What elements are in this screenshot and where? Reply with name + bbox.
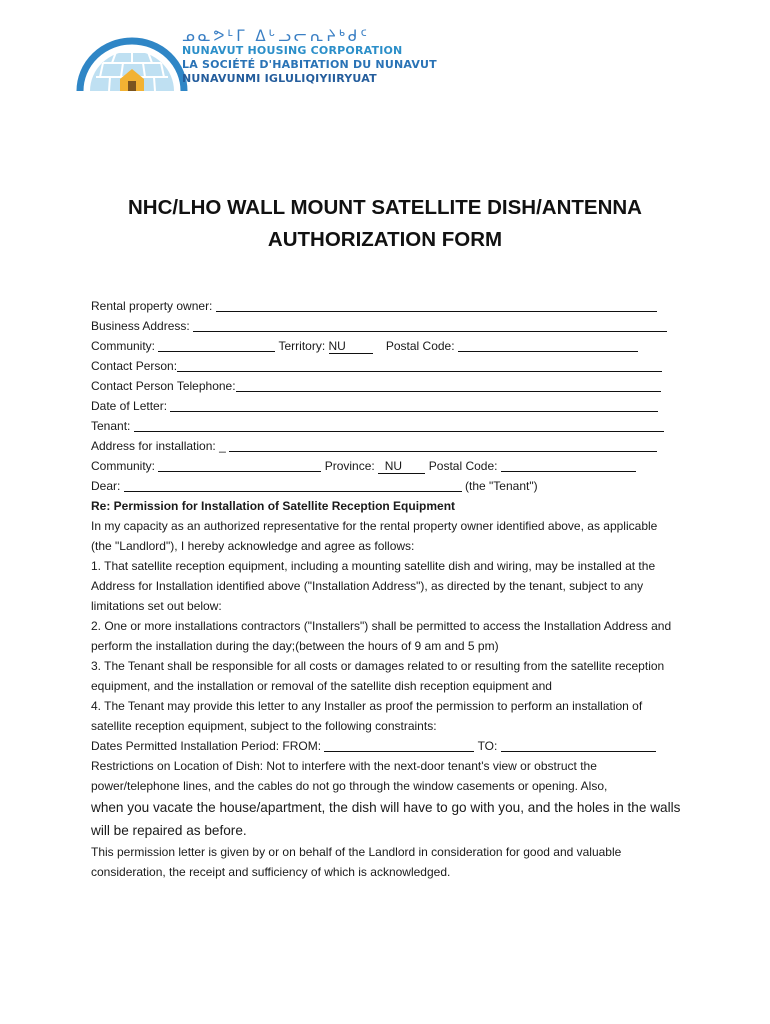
tenant-field[interactable] [134,418,664,432]
territory-label: Territory: [278,339,326,353]
province-value[interactable]: NU [378,459,425,474]
territory-value[interactable]: NU [329,339,373,354]
org-name-inuktitut: NUNAVUNMI IGLULIQIYIIRYUAT [182,72,377,85]
postal-code2-label: Postal Code: [428,459,498,473]
community2-label: Community: [91,459,156,473]
contact-person-row [91,356,681,376]
business-address-field[interactable] [193,318,667,332]
contact-phone-field[interactable] [236,378,661,392]
province-label: Province: [324,459,375,473]
tenant-row [91,416,681,436]
dates-from-field[interactable] [324,738,474,752]
vacate-paragraph: when you vacate the house/apartment, the dish will have to go with you, and the holes in the walls will be repaired as before. [91,800,681,838]
dear-field[interactable] [124,478,462,492]
community2-field[interactable] [158,458,321,472]
community-row [91,336,681,356]
intro-paragraph: In my capacity as an authorized representative for the rental property owner identified above, as applicable (the "Landlord"), I hereby acknowledge and agree as follows: [91,519,658,553]
re-line: Re: Permission for Installation of Satellite Reception Equipment [91,499,456,513]
business-address-label: Business Address: [91,319,190,333]
title-line-2: AUTHORIZATION FORM [267,228,503,251]
dates-to-label: TO: [477,739,498,753]
item-4: 4. The Tenant may provide this letter to any Installer as proof the permission to perform an installation of satellite reception equipment, subject to the following constraints: [91,699,643,733]
business-address-row [91,316,681,336]
org-name-english: NUNAVUT HOUSING CORPORATION [182,44,403,57]
community2-row [91,456,681,476]
dates-row [91,736,681,756]
dear-label: Dear: [91,479,121,493]
install-address-field[interactable] [229,438,657,452]
organization-name [182,28,437,86]
postal-code-label: Postal Code: [385,339,455,353]
form-body [91,296,681,882]
item-1: 1. That satellite reception equipment, including a mounting satellite dish and wiring, may be installed at the Address for Installation identified above ("Installation Address"), as directed by the tenant, subject to any limitations set out below: [91,559,656,613]
community-label: Community: [91,339,156,353]
date-of-letter-row [91,396,681,416]
igloo-logo [76,25,188,93]
rental-owner-field[interactable] [216,298,657,312]
dates-from-label: Dates Permitted Installation Period: FROM: [91,739,322,753]
contact-person-label: Contact Person: [91,359,178,373]
install-address-row [91,436,681,456]
postal-code-field[interactable] [458,338,638,352]
item-3: 3. The Tenant shall be responsible for all costs or damages related to or resulting from the satellite reception equipment, and the installation or removal of the satellite dish reception equipment and [91,659,665,693]
form-title [0,192,770,256]
contact-phone-row [91,376,681,396]
closing-paragraph: This permission letter is given by or on behalf of the Landlord in consideration for good and valuable consideration, the receipt and sufficiency of which is acknowledged. [91,845,622,879]
community-field[interactable] [158,338,275,352]
rental-owner-label: Rental property owner: [91,299,213,313]
org-name-french: LA SOCIÉTÉ D'HABITATION DU NUNAVUT [182,58,437,71]
item-2: 2. One or more installations contractors ("Installers") shall be permitted to access the Installation Address and perform the installation during the day;(between the hours of 9 am and 5 pm) [91,619,672,653]
dear-row [91,476,681,496]
rental-owner-row [91,296,681,316]
the-tenant-label: (the "Tenant") [465,479,538,493]
syllabics-name: ᓄᓇᕗᒻᒥ ᐃᒡᓗᓕᕆᔨᒃᑯᑦ [182,27,370,45]
tenant-label: Tenant: [91,419,131,433]
title-line-1: NHC/LHO WALL MOUNT SATELLITE DISH/ANTENNA [128,196,642,219]
install-address-label: Address for installation: _ [91,439,226,453]
contact-phone-label: Contact Person Telephone: [91,379,236,393]
dates-to-field[interactable] [501,738,656,752]
restrictions-paragraph: Restrictions on Location of Dish: Not to interfere with the next-door tenant's view or obstruct the power/telephone lines, and the cables do not go through the window casements or opening. Also, [91,759,608,793]
date-of-letter-field[interactable] [170,398,658,412]
date-of-letter-label: Date of Letter: [91,399,168,413]
postal-code2-field[interactable] [501,458,636,472]
contact-person-field[interactable] [177,358,662,372]
